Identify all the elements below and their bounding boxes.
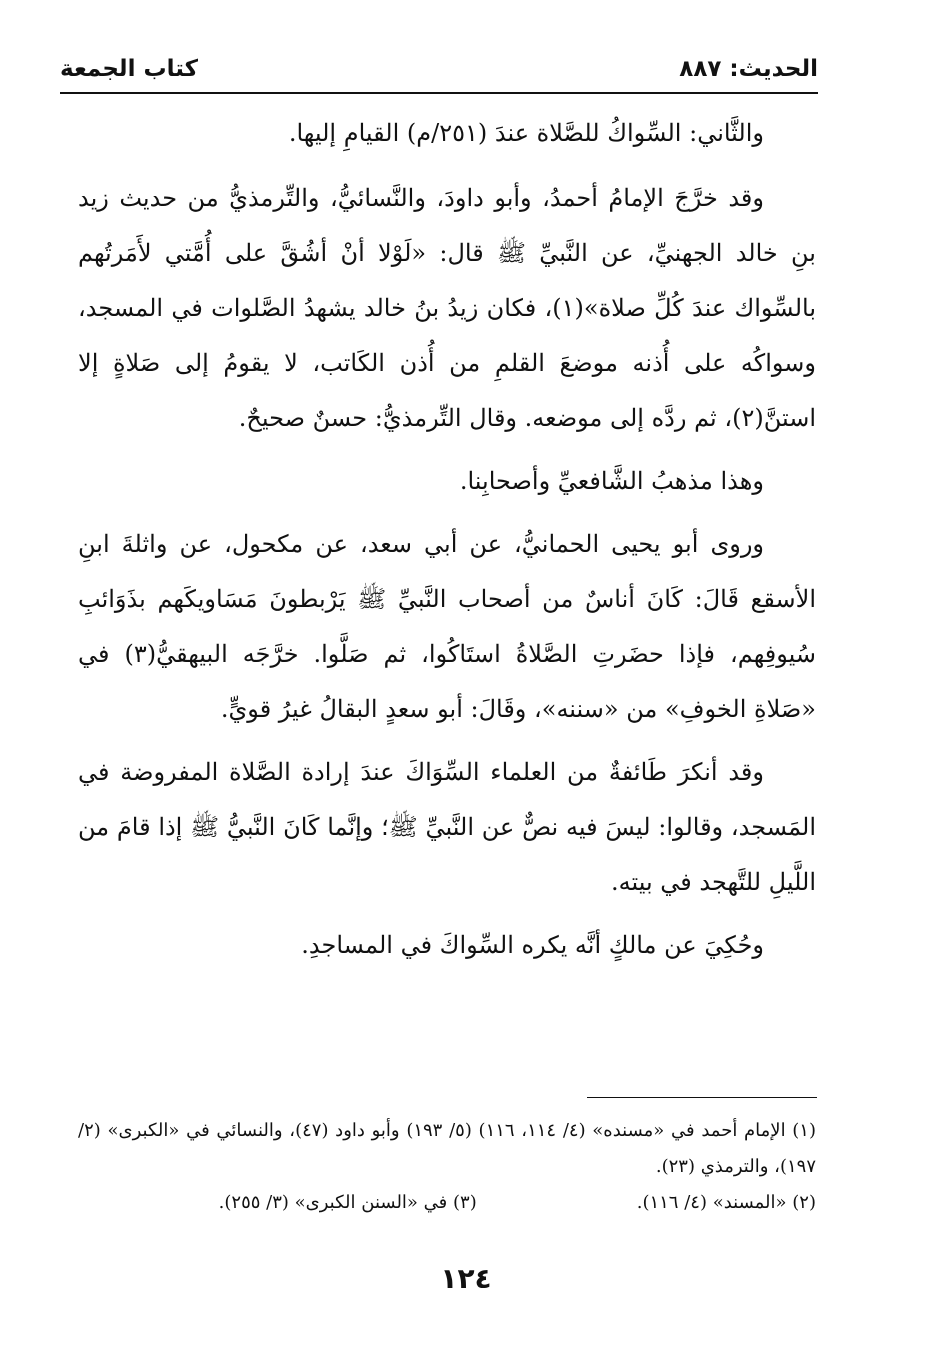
main-text xyxy=(78,106,816,981)
footnote-1: (١) الإمام أحمد في «مسنده» (٤/ ١١٤، ١١٦) (٥/ ١٩٣) وأبو داود (٤٧)، والنسائي في «الكبرى» (٢/ ١٩٧)، والترمذي (٢٣). xyxy=(78,1120,816,1177)
paragraph-4: وروى أبو يحيى الحمانيُّ، عن أبي سعد، عن مكحول، عن واثلةَ ابنِ الأسقع قَالَ: كَانَ أناسٌ من أصحاب النَّبيِّ ﷺ يَرْبطونَ مَسَاويكَهم بذَوَائبِ سُيوفِهم، فإذا حضَرتِ الصَّلاةُ استَاكُوا، ثم صَلَّوا. خرَّجَه البيهقيُّ(٣) في «صَلاةِ الخوفِ» من «سننه»، وقَالَ: أبو سعدٍ البقالُ غيرُ قويٍّ. xyxy=(78,530,816,723)
paragraph-2: وقد خرَّجَ الإمامُ أحمدُ، وأبو داودَ، والنَّسائيُّ، والتِّرمذيُّ من حديث زيد بنِ خالد الجهنيِّ، عن النَّبيِّ ﷺ قال: «لَوْلا أنْ أشُقَّ على أُمَّتي لأَمَرتُهم بالسِّواك عندَ كُلِّ صلاة»(١)، فكان زيدُ بنُ خالد يشهدُ الصَّلوات في المسجد، وسواكُه على أُذنه موضعَ القلمِ من أُذن الكَاتب، لا يقومُ إلى صَلاةٍ إلا استنَّ(٢)، ثم ردَّه إلى موضعه. وقال التِّرمذيُّ: حسنٌ صحيحٌ. xyxy=(78,184,817,432)
footnote-2: (٢) «المسند» (٤/ ١١٦). xyxy=(636,1192,816,1213)
footnote-separator xyxy=(587,1097,817,1098)
footnote-row xyxy=(78,1185,816,1221)
hadith-number: الحديث: ٨٨٧ xyxy=(679,56,818,82)
paragraph-5: وقد أنكرَ طَائفةٌ من العلماء السِّوَاكَ عندَ إرادة الصَّلاة المفروضة في المَسجد، وقالوا: ليسَ فيه نصٌّ عن النَّبيِّ ﷺ؛ وإنَّما كَانَ النَّبيُّ ﷺ إذا قامَ من اللَّيلِ للتَّهجد في بيته. xyxy=(78,758,817,896)
footnotes xyxy=(78,1113,816,1221)
paragraph-1: والثَّاني: السِّواكُ للصَّلاة عندَ (٢٥١/م) القيامِ إليها. xyxy=(288,119,764,147)
page-number: ١٢٤ xyxy=(440,1262,492,1295)
paragraph-3: وهذا مذهبُ الشَّافعيِّ وأصحابِنا. xyxy=(459,467,764,495)
running-header xyxy=(60,52,818,94)
book-title: كتاب الجمعة xyxy=(60,56,198,82)
footnote-3: (٣) في «السنن الكبرى» (٣/ ٢٥٥). xyxy=(218,1192,477,1213)
paragraph-6: وحُكِيَ عن مالكٍ أنَّه يكره السِّواكَ في المساجدِ. xyxy=(301,931,764,959)
